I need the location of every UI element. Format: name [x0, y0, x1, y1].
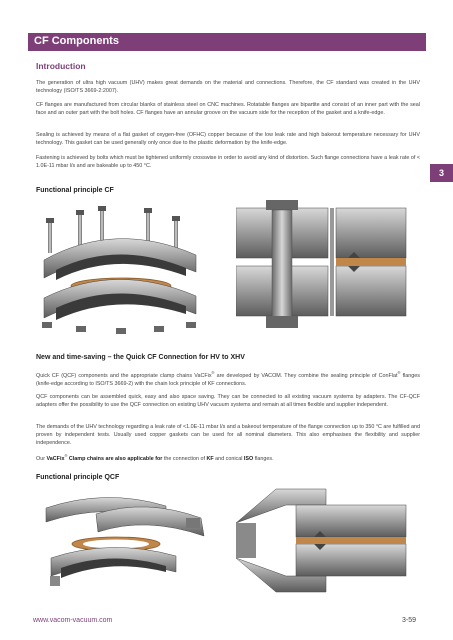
page-title: CF Components — [34, 35, 119, 47]
qcf-paragraph-1: Quick CF (QCF) components and the appropriate clamp chains VaCFix® are developed by VACOM. They combine the sealing principle of ConFlat® flanges (knife-edge according to ISO/TS 3669-2) with the chain lock principle of KF connections. — [36, 370, 420, 387]
footer-page-number: 3-59 — [402, 617, 417, 624]
qcf-paragraph-4: Our VaCFix® Clamp chains are also applicable for the connection of KF and conical ISO flanges. — [36, 453, 274, 462]
intro-paragraph-4: Fastening is achieved by bolts which must be tightened uniformly crosswise in order to avoid any kind of distortion. Such flange connections have a leak rate of < 1.0E-11 mbar l/s and are bakeable up to 450 °C. — [36, 155, 420, 169]
qcf-paragraph-3: The demands of the UHV technology regarding a leak rate of <1.0E-11 mbar l/s and a bakeout temperature of the flange connection up to 350 °C are fulfilled and proven by independent tests. Usually used copper gaskets can be used for all nominal diameters. This also emphasises the flexibility and supplier independence. — [36, 424, 420, 446]
qcf-heading: New and time-saving – the Quick CF Connection for HV to XHV — [36, 354, 245, 361]
qcf-cross-section-illustration — [236, 483, 416, 598]
intro-heading: Introduction — [36, 61, 86, 71]
cf-principle-heading: Functional principle CF — [36, 187, 114, 194]
cf-cross-section-illustration — [236, 200, 416, 335]
footer-website-link[interactable]: www.vacom-vacuum.com — [33, 617, 113, 624]
qcf-paragraph-2: QCF components can be assembled quick, easy and also space saving. They can be connected to all existing vacuum systems by adapters. The CF-QCF adapters offer the possibility to use the QCF connection on existing UHV vacuum systems and remain at all times flexible and supplier independent. — [36, 394, 420, 408]
qcf-exploded-illustration — [36, 488, 226, 593]
header-bar — [28, 33, 426, 51]
intro-paragraph-2: CF flanges are manufactured from circular blanks of stainless steel on CNC machines. Rotatable flanges are bipartite and consist of an inner part with the seal face and an outer part with the bolt holes. CF flanges have an annular groove on the vacuum side for the reception of the gasket and a knife-edge. — [36, 102, 420, 116]
intro-paragraph-3: Sealing is achieved by means of a flat gasket of oxygen-free (OFHC) copper because of the low leak rate and high bakeout temperature necessary for UHV technology. This gasket can be used generally only once due to the plastic deformation by the knife-edge. — [36, 132, 420, 146]
cf-exploded-illustration — [36, 200, 226, 340]
nut-icon — [42, 322, 196, 334]
chapter-tab[interactable]: 3 — [430, 164, 453, 182]
qcf-principle-heading: Functional principle QCF — [36, 474, 120, 481]
intro-paragraph-1: The generation of ultra high vacuum (UHV) makes great demands on the material and connections. Therefore, the CF standard was created in the UHV technology (ISO/TS 3669-2:2007). — [36, 80, 420, 94]
